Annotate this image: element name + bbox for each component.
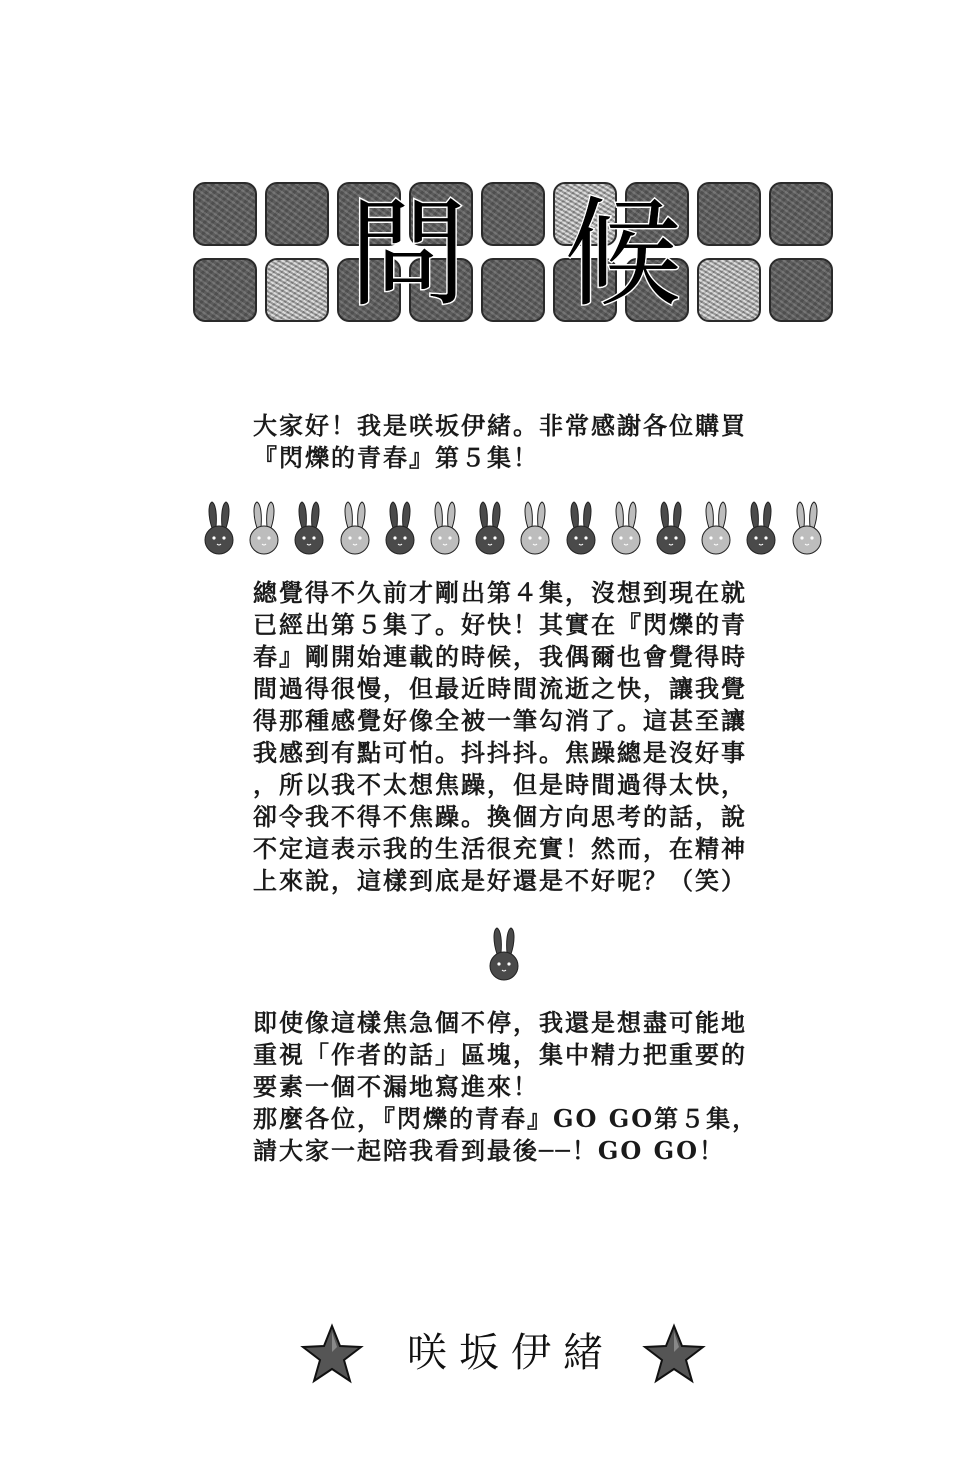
text-line: 即使像這樣焦急個不停，我還是想盡可能地 <box>253 1008 747 1037</box>
body-paragraph <box>253 577 783 897</box>
rabbit-icon <box>202 500 236 556</box>
rabbit-icon <box>383 500 417 556</box>
text-line: 我感到有點可怕。抖抖抖。焦躁總是沒好事 <box>253 738 747 767</box>
rabbit-icon <box>699 500 733 556</box>
text-line: 間過得很慢，但最近時間流逝之快，讓我覺 <box>253 674 747 703</box>
text-line: 重視「作者的話」區塊，集中精力把重要的 <box>253 1040 747 1069</box>
banner-tile <box>697 182 761 246</box>
banner-tile <box>481 258 545 322</box>
closing-paragraph <box>253 1007 783 1167</box>
text-line: 不定這表示我的生活很充實！然而，在精神 <box>253 834 747 863</box>
title-char-2: 候 <box>563 185 682 323</box>
text-line: 已經出第５集了。好快！其實在『閃爍的青 <box>253 610 747 639</box>
text-line: 得那種感覺好像全被一筆勾消了。這甚至讓 <box>253 706 747 735</box>
rabbit-icon <box>487 926 521 982</box>
rabbit-icon <box>564 500 598 556</box>
title-char-1: 問 <box>348 185 467 323</box>
rabbit-icon <box>518 500 552 556</box>
greeting-paragraph <box>253 410 783 474</box>
banner-tile <box>265 258 329 322</box>
rabbit-icon <box>790 500 824 556</box>
rabbit-icon <box>609 500 643 556</box>
text-line: 總覺得不久前才剛出第４集，沒想到現在就 <box>253 578 747 607</box>
rabbit-icon <box>744 500 778 556</box>
author-signature <box>300 1320 720 1390</box>
text-line: ，所以我不太想焦躁，但是時間過得太快， <box>253 770 747 799</box>
text-line: 那麼各位，『閃爍的青春』GO GO第５集， <box>253 1104 759 1133</box>
rabbit-divider-row <box>200 500 840 556</box>
rabbit-icon <box>338 500 372 556</box>
banner-tile <box>769 182 833 246</box>
rabbit-icon <box>247 500 281 556</box>
rabbit-icon <box>428 500 462 556</box>
rabbit-icon <box>473 500 507 556</box>
star-icon <box>300 1322 364 1386</box>
banner-tile <box>769 258 833 322</box>
star-icon <box>642 1322 706 1386</box>
text-line: 『閃爍的青春』第５集！ <box>253 443 539 472</box>
banner-tile <box>265 182 329 246</box>
text-line: 要素一個不漏地寫進來！ <box>253 1072 539 1101</box>
text-line: 大家好！我是咲坂伊緒。非常感謝各位購買 <box>253 411 747 440</box>
banner-tile <box>193 258 257 322</box>
text-line: 請大家一起陪我看到最後──！GO GO！ <box>253 1136 726 1165</box>
text-line: 上來說，這樣到底是好還是不好呢？（笑） <box>253 866 747 895</box>
author-name: 咲坂伊緒 <box>407 1330 615 1376</box>
header-banner <box>193 182 835 324</box>
rabbit-icon <box>654 500 688 556</box>
banner-tile <box>193 182 257 246</box>
text-line: 卻令我不得不焦躁。換個方向思考的話，說 <box>253 802 747 831</box>
banner-tile <box>481 182 545 246</box>
banner-tile <box>697 258 761 322</box>
text-line: 春』剛開始連載的時候，我偶爾也會覺得時 <box>253 642 747 671</box>
rabbit-icon <box>292 500 326 556</box>
